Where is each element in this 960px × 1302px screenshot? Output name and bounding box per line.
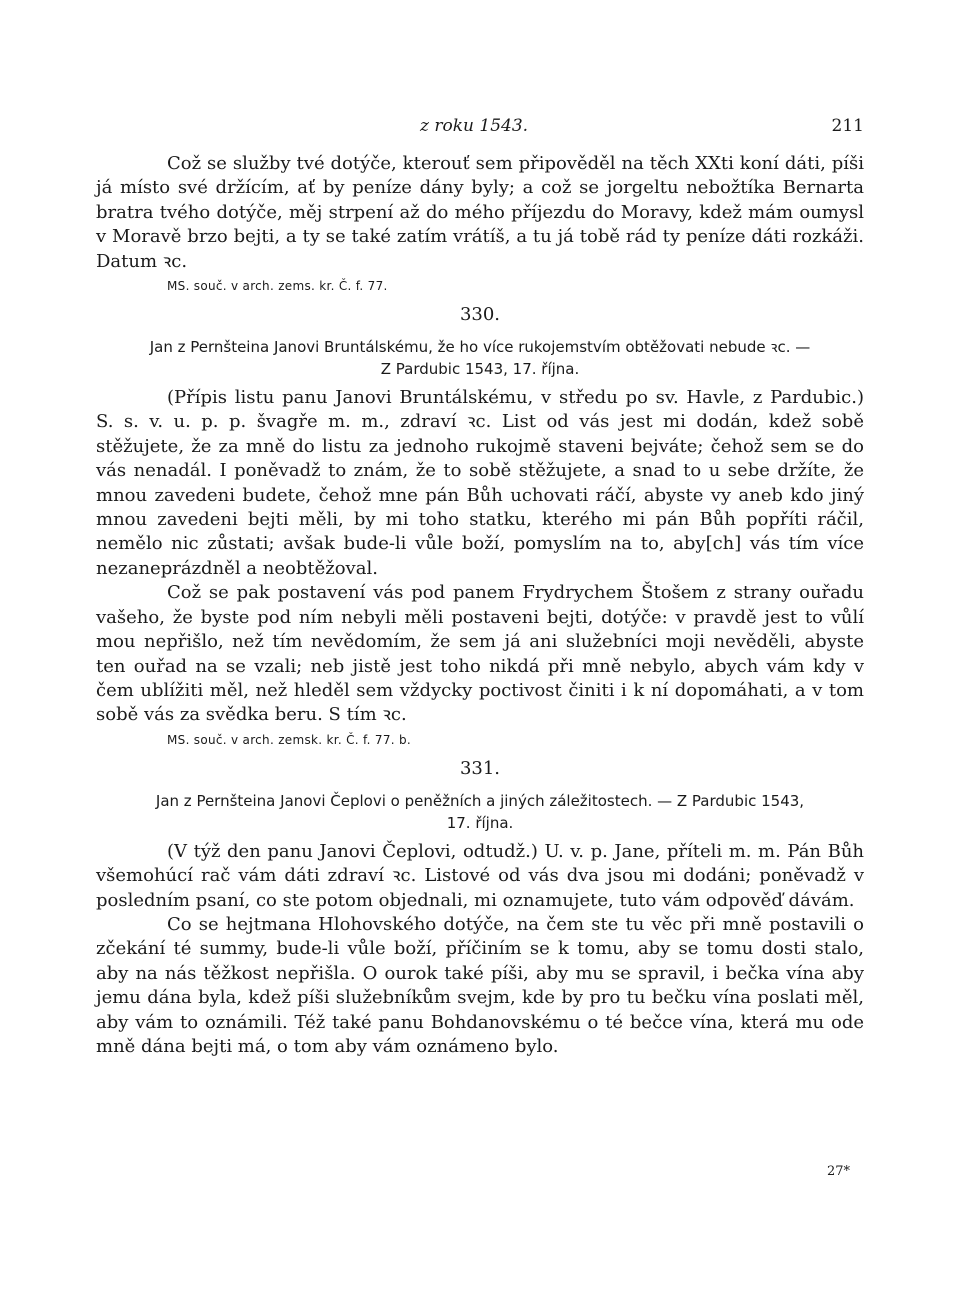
page-number: 211 [831,116,864,136]
paragraph-330-2: Což se pak postavení vás pod panem Frydrychem Štošem z strany ouřadu vašeho, že byste pod ním nebyli měli postaveni bejti, dotýče: v pravdě jest to vůlí mou nepřišlo, než tím nevědomím, že sem já ani služebníci moji nevěděli, abyste ten ouřad na se vzali; neb jistě jest toho nikdá při mně nebylo, abych vám kdy v čem ublížiti měl, než hleděl sem vždycky poctivost činiti i k ní dopomáhati, a v tom sobě vás za svědka beru. S tím ꝛc. [96,582,864,726]
signature-mark: 27* [826,1164,850,1179]
regest-331 [96,790,864,834]
regest-330 [96,336,864,380]
document-number-331: 331. [459,757,501,779]
document-number-330: 330. [459,304,501,326]
opening-paragraph: Což se služby tvé dotýče, kterouť sem připověděl na těch XXti koní dáti, píši já místo své držícím, ať by peníze dány byly; a což se jorgeltu nebožtíka Bernarta bratra tvého dotýče, měj strpení až do mého příjezdu do Moravy, kdež mám oumysl v Moravě brzo bejti, a ty se také zatím vrátíš, a tu já tobě rád ty peníze dáti rozkáži. Datum ꝛc. [96,153,864,272]
paragraph-331-1: (V týž den panu Janovi Čeplovi, odtudž.) U. v. p. Jane, příteli m. m. Pán Bůh všemohúcí rač vám dáti zdraví ꝛc. Listové od vás dva jsou mi dodáni; poněvadž v posledním psaní, co ste potom objednali, mi oznamujete, tuto vám odpověď dávám. [96,840,864,911]
source-note: MS. souč. v arch. zems. kr. Č. f. 77. [167,279,388,294]
paragraph-330-1: (Přípis listu panu Janovi Bruntálskému, v středu po sv. Havle, z Pardubic.) S. s. v. u. p. p. švagře m. m., zdraví ꝛc. List od vás jest mi dodán, kdež sobě stěžujete, že za mně do listu za jednoho rukojmě staveni bejváte; čehož sem se do vás nenadál. I poněvadž to znám, že to sobě stěžujete, a snad to u sebe držíte, že mnou zavedeni budete, čehož mne pán Bůh uchovati ráčí, abyste vy aneb kdo jiný mnou zavedeni bejti měli, by mi toho statku, kterého mi pán Bůh popříti ráčil, nemělo nic zůstati; avšak bude-li vůle boží, pomyslím na to, aby[ch] vás tím více nezaneprázdněl a neobtěžoval. [96,387,864,579]
body-text [96,152,864,1059]
paragraph-331-2: Co se hejtmana Hlohovského dotýče, na čem ste tu věc při mně postavili o zčekání té summy, bude-li vůle boží, příčiním se k tomu, aby se tomu dosti stalo, aby na nás těžkost nepřišla. O ourok také píši, aby mu se spravil, i bečka vína aby jemu dána byla, kdež píši služebníkům svejm, kde by pro tu bečku vína poslati měl, aby vám to oznámili. Též také panu Bohdanovskému o té bečce vína, která mu ode mně dána bejti má, o tom aby vám oznámeno bylo. [96,913,864,1057]
regest-331-dateline: 17. října. [446,813,514,832]
running-title: z roku 1543. [420,116,529,136]
regest-330-text: Jan z Pernšteina Janovi Bruntálskému, že ho více rukojemstvím obtěžovati nebude ꝛc. — [149,338,811,357]
regest-331-text: Jan z Pernšteina Janovi Čeplovi o peněžních a jiných záležitostech. — Z Pardubic 1543, [155,791,805,810]
regest-330-dateline: Z Pardubic 1543, 17. října. [380,360,580,379]
source-note-330: MS. souč. v arch. zemsk. kr. Č. f. 77. b. [167,732,412,747]
running-header [0,116,960,142]
